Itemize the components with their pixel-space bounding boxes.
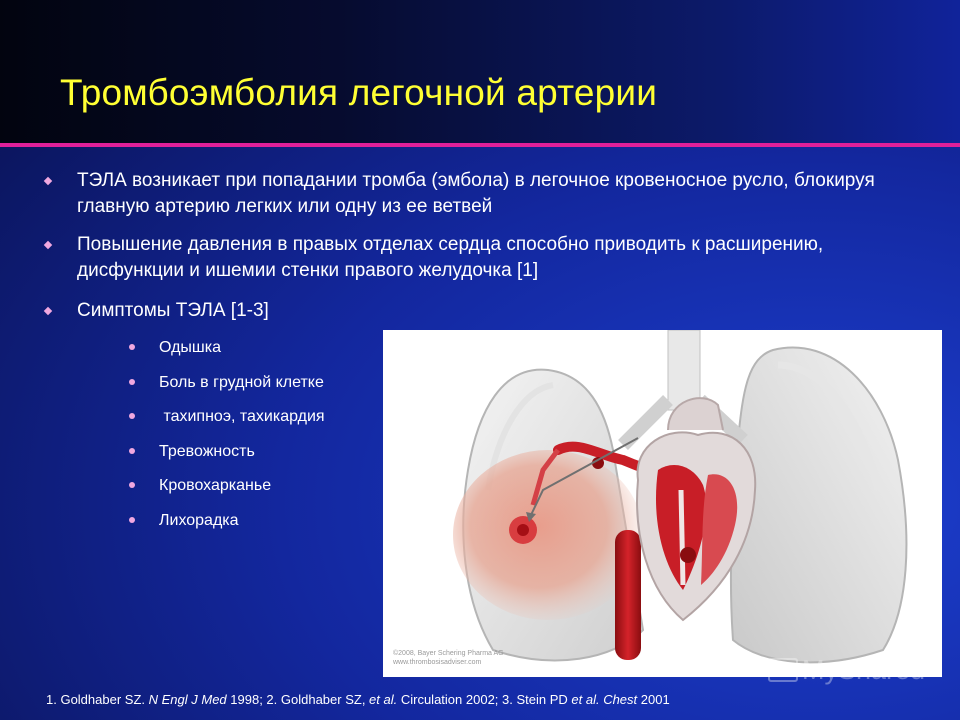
round-bullet-icon [129,482,135,488]
presentation-icon [768,658,798,682]
round-bullet-icon [129,379,135,385]
symptom-text: Кровохарканье [159,477,272,494]
title-divider [0,143,960,147]
slide-title: Тромбоэмболия легочной артерии [60,72,658,113]
watermark: MyShared [768,655,925,686]
round-bullet-icon [129,344,135,350]
round-bullet-icon [129,448,135,454]
lung-heart-drawing [383,330,942,677]
image-credit: ©2008, Bayer Schering Pharma AG www.thrombosisadviser.com [393,650,504,666]
round-bullet-icon [129,413,135,419]
bullet-item [40,232,930,284]
symptom-text: Тревожность [159,442,255,460]
round-bullet-icon [129,517,135,523]
vena-cava [615,530,641,660]
bullet-item [40,168,930,220]
symptom-text: Одышка [159,339,222,356]
lung-heart-illustration [383,330,942,677]
references: 1. Goldhaber SZ. N Engl J Med 1998; 2. Goldhaber SZ, et al. Circulation 2002; 3. Stein PD et al. Chest 2001 [46,692,670,707]
symptom-text: тахипноэ, тахикардия [159,408,325,425]
diamond-bullet-icon [44,307,52,315]
bullet-text: Симптомы ТЭЛА [1-3] [77,300,269,321]
right-lung [731,348,907,663]
diamond-bullet-icon [44,241,52,249]
bullet-text: Повышение давления в правых отделах сердца способно приводить к расширению, дисфункции и ишемии стенки правого желудочка [1] [77,234,824,281]
infarct-zone [453,450,643,620]
bullet-text: ТЭЛА возникает при попадании тромба (эмбола) в легочное кровеносное русло, блокируя главную артерию легких или одну из ее ветвей [77,170,875,217]
symptom-text: Лихорадка [159,511,239,529]
diamond-bullet-icon [44,177,52,185]
symptom-text: Боль в грудной клетке [159,373,324,391]
